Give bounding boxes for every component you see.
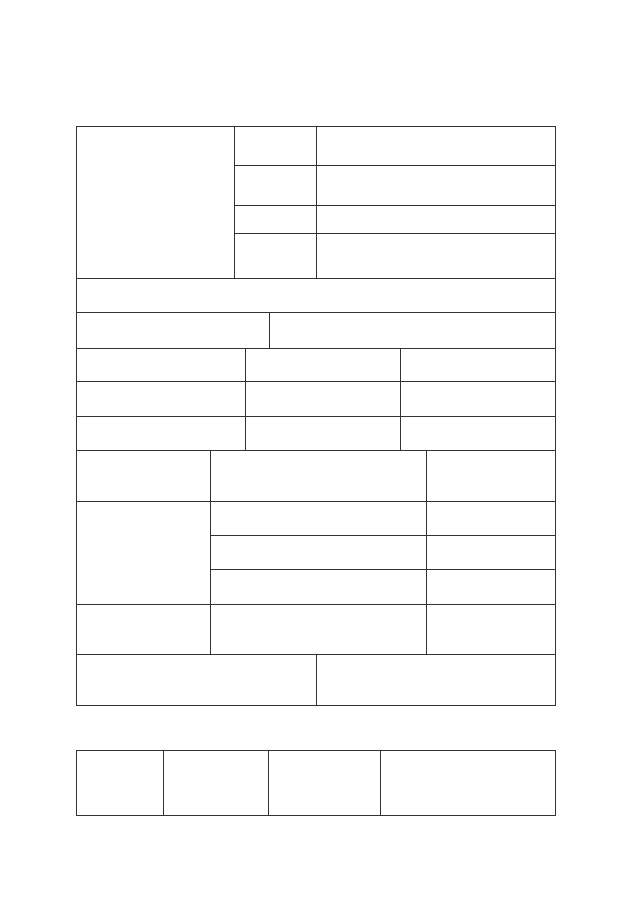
reference-table — [76, 750, 556, 816]
